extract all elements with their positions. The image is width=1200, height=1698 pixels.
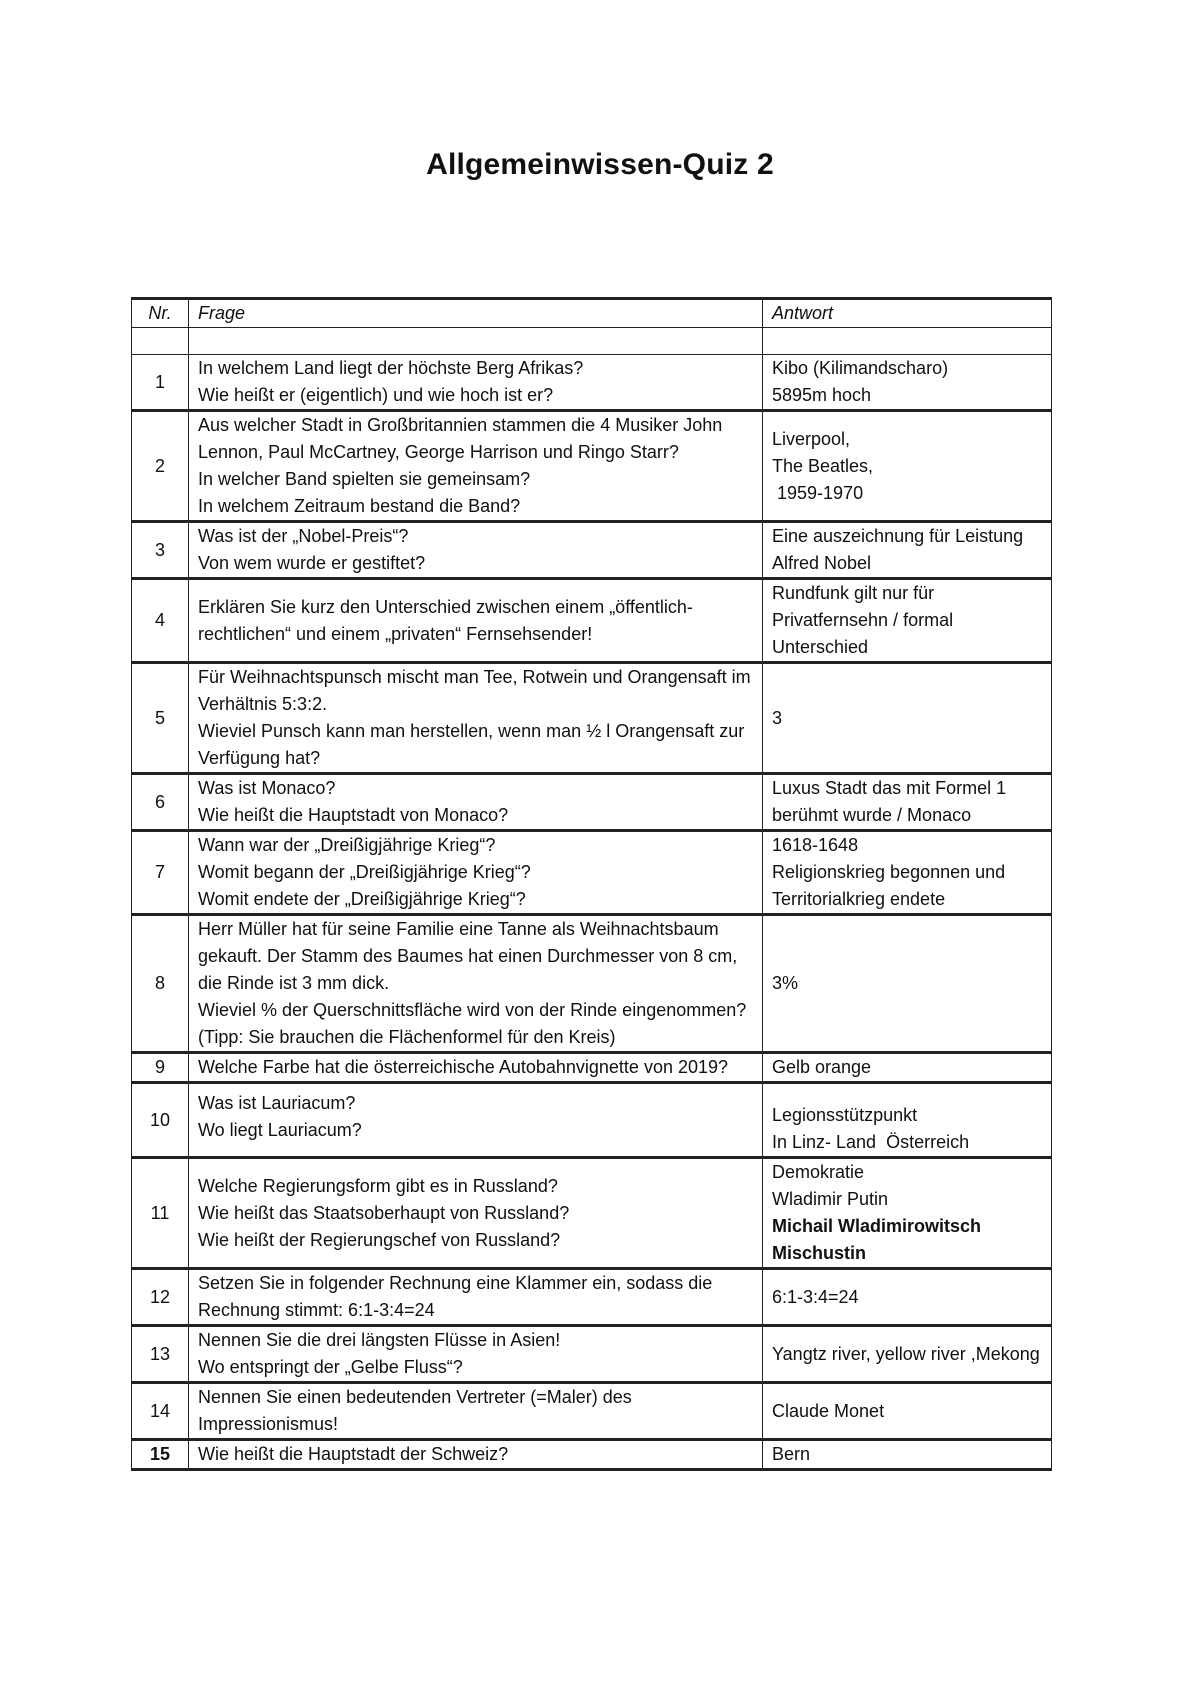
answer-line: Gelb orange (772, 1057, 872, 1077)
question-cell (189, 663, 763, 774)
table-row (132, 579, 1052, 663)
question-cell (189, 831, 763, 915)
answer-line: Alfred Nobel (772, 553, 872, 573)
question-cell (189, 579, 763, 663)
row-number: 10 (132, 1083, 189, 1158)
answer-line: Demokratie (772, 1162, 865, 1182)
answer-line: Bern (772, 1444, 811, 1464)
table-row (132, 915, 1052, 1053)
question-cell (189, 1440, 763, 1470)
row-number: 5 (132, 663, 189, 774)
question-line: Welche Regierungsform gibt es in Russland? (198, 1175, 558, 1196)
empty-cell (132, 328, 189, 355)
row-number: 7 (132, 831, 189, 915)
question-line: In welchem Land liegt der höchste Berg Afrikas? (198, 358, 584, 378)
table-header-row (132, 299, 1052, 328)
question-cell (189, 522, 763, 579)
question-line: Wie heißt der Regierungschef von Russland? (198, 1229, 561, 1250)
question-line: In welchem Zeitraum bestand die Band? (198, 496, 521, 516)
question-line: Nennen Sie einen bedeutenden Vertreter (=Maler) des Impressionismus! (198, 1387, 632, 1434)
answer-line: 1959-1970 (772, 482, 864, 503)
question-cell (189, 355, 763, 411)
question-line: Was ist der „Nobel-Preis“? (198, 526, 409, 546)
column-header-answer: Antwort (763, 299, 1052, 328)
row-number: 4 (132, 579, 189, 663)
page-title: Allgemeinwissen-Quiz 2 (426, 148, 774, 181)
table-row (132, 831, 1052, 915)
question-line: Von wem wurde er gestiftet? (198, 553, 426, 573)
answer-line: Kibo (Kilimandscharo) (772, 358, 949, 378)
answer-cell (763, 1083, 1052, 1158)
answer-line: Religionskrieg begonnen und Territorialkrieg endete (772, 862, 1006, 909)
empty-cell (763, 328, 1052, 355)
question-line: Wie heißt er (eigentlich) und wie hoch ist er? (198, 385, 554, 405)
question-line: In welcher Band spielten sie gemeinsam? (198, 469, 531, 489)
answer-line: 1618-1648 (772, 835, 859, 855)
row-number: 13 (132, 1326, 189, 1383)
table-row (132, 411, 1052, 522)
empty-cell (189, 328, 763, 355)
answer-line: The Beatles, (772, 455, 874, 476)
answer-line: Michail Wladimirowitsch Mischustin (772, 1216, 982, 1263)
question-line: Welche Farbe hat die österreichische Autobahnvignette von 2019? (198, 1057, 729, 1077)
answer-line: Eine auszeichnung für Leistung (772, 526, 1024, 546)
question-line: Wie heißt das Staatsoberhaupt von Russland? (198, 1202, 570, 1223)
answer-line: 3 (772, 707, 783, 728)
question-line: Wie heißt die Hauptstadt von Monaco? (198, 805, 509, 825)
answer-line: Luxus Stadt das mit Formel 1 berühmt wurde / Monaco (772, 778, 1007, 825)
answer-line: 3% (772, 973, 799, 993)
table-row (132, 1269, 1052, 1326)
question-cell (189, 1326, 763, 1383)
table-row (132, 1383, 1052, 1440)
answer-cell (763, 831, 1052, 915)
question-line: Aus welcher Stadt in Großbritannien stammen die 4 Musiker John Lennon, Paul McCartney, George Harrison und Ringo Starr? (198, 415, 723, 462)
empty-row (132, 328, 1052, 355)
answer-cell (763, 663, 1052, 774)
row-number: 1 (132, 355, 189, 411)
table-row (132, 663, 1052, 774)
answer-cell (763, 1269, 1052, 1326)
question-line: Erklären Sie kurz den Unterschied zwischen einem „öffentlich-rechtlichen“ und einem „privaten“ Fernsehsender! (198, 596, 693, 644)
answer-cell (763, 1326, 1052, 1383)
column-header-nr: Nr. (132, 299, 189, 328)
table-row (132, 522, 1052, 579)
table-row (132, 1158, 1052, 1269)
question-cell (189, 774, 763, 831)
question-line: Wo liegt Lauriacum? (198, 1120, 362, 1140)
question-line: Womit endete der „Dreißigjährige Krieg“? (198, 889, 526, 909)
question-line: Setzen Sie in folgender Rechnung eine Klammer ein, sodass die Rechnung stimmt: 6:1-3:4=24 (198, 1273, 713, 1320)
question-line: Was ist Monaco? (198, 778, 336, 798)
answer-cell (763, 411, 1052, 522)
answer-cell (763, 915, 1052, 1053)
row-number: 14 (132, 1383, 189, 1440)
question-cell (189, 1053, 763, 1083)
answer-line: Rundfunk gilt nur für Privatfernsehn / formal Unterschied (772, 583, 954, 657)
question-cell (189, 1158, 763, 1269)
quiz-table (131, 297, 1052, 1471)
answer-line: Liverpool, (772, 428, 851, 449)
question-line: Womit begann der „Dreißigjährige Krieg“? (198, 862, 531, 882)
question-line: Für Weihnachtspunsch mischt man Tee, Rotwein und Orangensaft im Verhältnis 5:3:2. (198, 667, 751, 714)
table-row (132, 1440, 1052, 1470)
question-line: Wieviel Punsch kann man herstellen, wenn man ½ l Orangensaft zur Verfügung hat? (198, 721, 745, 768)
row-number: 9 (132, 1053, 189, 1083)
row-number: 6 (132, 774, 189, 831)
row-number: 3 (132, 522, 189, 579)
question-line: Was ist Lauriacum? (198, 1093, 356, 1113)
question-line: Wieviel % der Querschnittsfläche wird von der Rinde eingenommen? (Tipp: Sie brauchen die Flächenformel für den Kreis) (198, 1000, 747, 1047)
answer-line: Wladimir Putin (772, 1189, 889, 1209)
row-number: 11 (132, 1158, 189, 1269)
question-cell (189, 1083, 763, 1158)
answer-line: In Linz- Land Österreich (772, 1132, 970, 1152)
question-line: Wann war der „Dreißigjährige Krieg“? (198, 835, 496, 855)
answer-cell (763, 355, 1052, 411)
table-row (132, 1326, 1052, 1383)
answer-line: 6:1-3:4=24 (772, 1286, 859, 1307)
answer-line: Legionsstützpunkt (772, 1105, 918, 1125)
table-row (132, 774, 1052, 831)
answer-cell (763, 1158, 1052, 1269)
question-line: Wo entspringt der „Gelbe Fluss“? (198, 1357, 463, 1377)
row-number: 12 (132, 1269, 189, 1326)
question-cell (189, 1269, 763, 1326)
answer-cell (763, 774, 1052, 831)
answer-cell (763, 1440, 1052, 1470)
table-row (132, 1053, 1052, 1083)
question-cell (189, 411, 763, 522)
answer-cell (763, 1053, 1052, 1083)
question-line: Herr Müller hat für seine Familie eine Tanne als Weihnachtsbaum gekauft. Der Stamm des Baumes hat einen Durchmesser von 8 cm, die Rinde ist 3 mm dick. (198, 919, 738, 993)
row-number: 15 (132, 1440, 189, 1470)
answer-line: Claude Monet (772, 1400, 885, 1421)
column-header-question: Frage (189, 299, 763, 328)
table-row (132, 355, 1052, 411)
question-cell (189, 915, 763, 1053)
answer-cell (763, 1383, 1052, 1440)
answer-cell (763, 579, 1052, 663)
row-number: 8 (132, 915, 189, 1053)
question-line: Nennen Sie die drei längsten Flüsse in Asien! (198, 1330, 561, 1350)
question-line: Wie heißt die Hauptstadt der Schweiz? (198, 1444, 509, 1464)
answer-line: Yangtz river, yellow river ,Mekong (772, 1343, 1040, 1364)
question-cell (189, 1383, 763, 1440)
table-row (132, 1083, 1052, 1158)
answer-cell (763, 522, 1052, 579)
answer-line: 5895m hoch (772, 385, 872, 405)
row-number: 2 (132, 411, 189, 522)
